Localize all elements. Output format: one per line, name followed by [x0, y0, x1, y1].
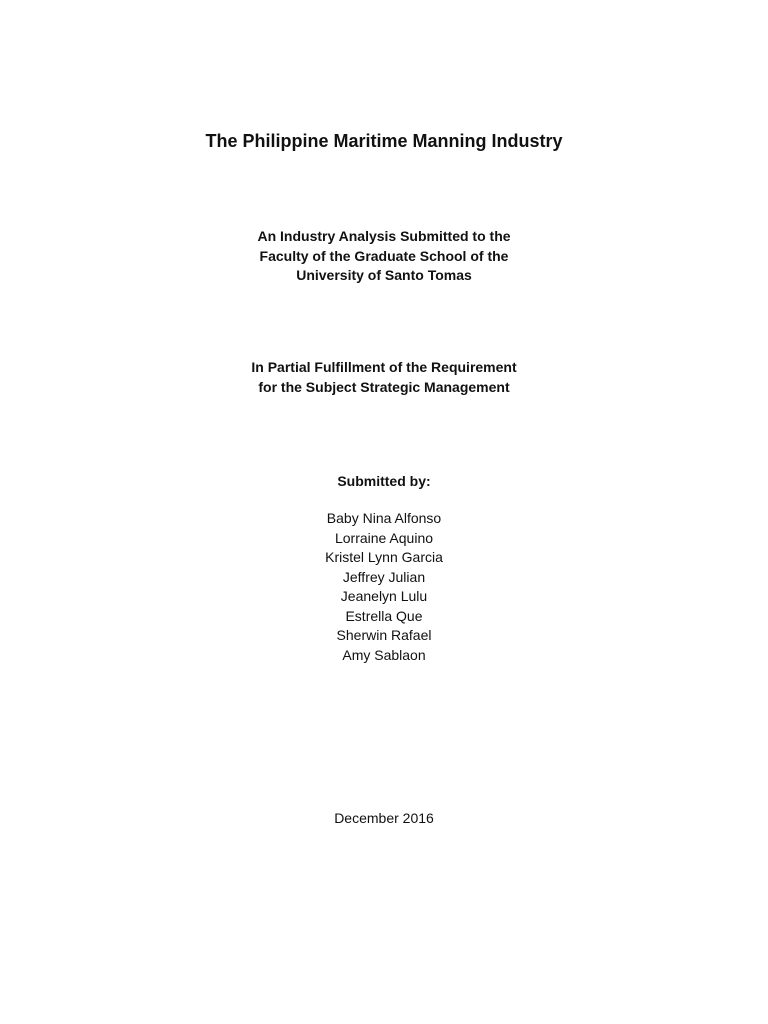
author-name: Lorraine Aquino	[334, 529, 434, 546]
analysis-line: University of Santo Tomas	[296, 267, 472, 283]
author-name: Sherwin Rafael	[336, 627, 432, 643]
fulfillment-statement	[0, 358, 768, 397]
author-list	[0, 509, 768, 665]
author-name: Estrella Que	[345, 607, 423, 624]
analysis-line: An Industry Analysis Submitted to the	[257, 228, 511, 244]
submitted-by-label: Submitted by:	[337, 473, 431, 489]
author-name: Baby Nina Alfonso	[326, 510, 442, 526]
author-name: Jeffrey Julian	[342, 568, 426, 585]
author-name: Amy Sablaon	[342, 646, 426, 663]
analysis-line: Faculty of the Graduate School of the	[259, 247, 509, 264]
fulfillment-line: for the Subject Strategic Management	[258, 378, 510, 395]
document-title: The Philippine Maritime Manning Industry	[205, 131, 563, 151]
analysis-statement	[0, 227, 768, 286]
fulfillment-line: In Partial Fulfillment of the Requirement	[251, 359, 517, 375]
author-name: Jeanelyn Lulu	[340, 588, 428, 604]
author-name: Kristel Lynn Garcia	[325, 549, 443, 565]
submission-date: December 2016	[334, 810, 434, 826]
